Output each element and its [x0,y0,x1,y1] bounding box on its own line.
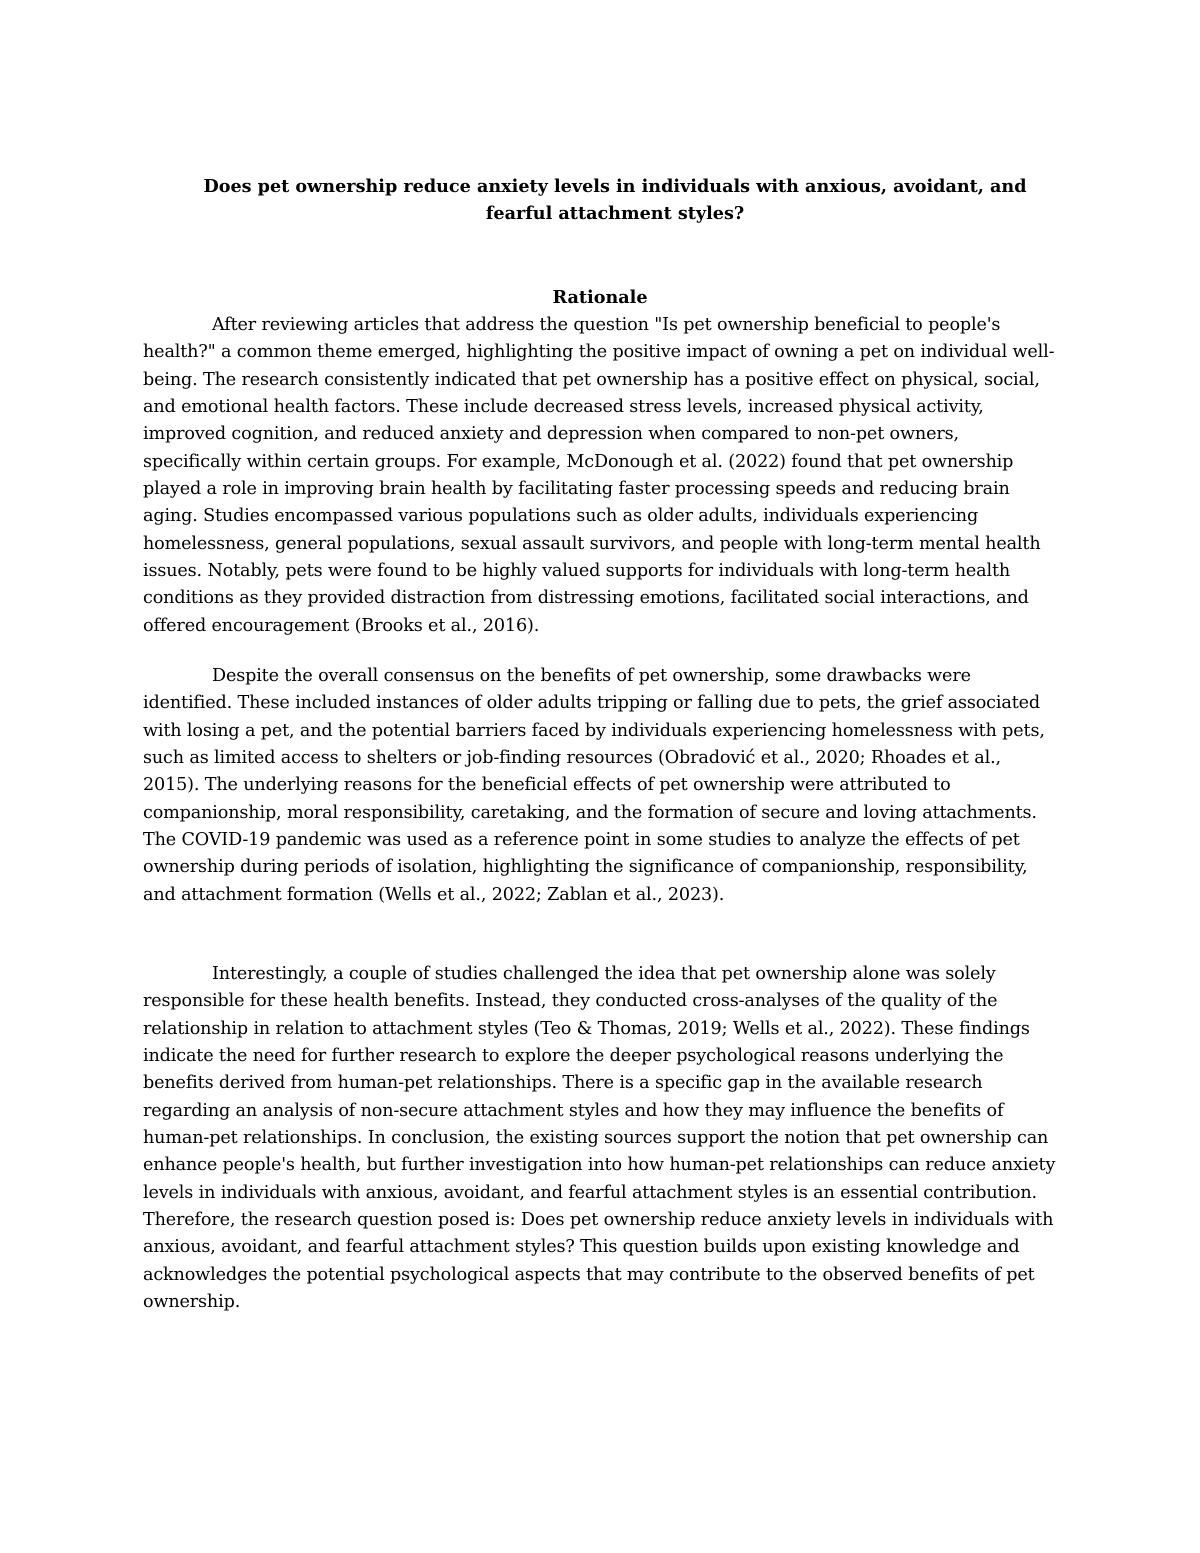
paragraph-3: Interestingly, a couple of studies challenged the idea that pet ownership alone was solely responsible for these health benefits. Instead, they conducted cross-analyses of the quality of the relationship in relation to attachment styles (Teo & Thomas, 2019; Wells et al., 2022). These findings indicate the need for further research to explore the deeper psychological reasons underlying the benefits derived from human-pet relationships. There is a specific gap in the available research regarding an analysis of non-secure attachment styles and how they may influence the benefits of human-pet relationships. In conclusion, the existing sources support the notion that pet ownership can enhance people's health, but further investigation into how human-pet relationships can reduce anxiety levels in individuals with anxious, avoidant, and fearful attachment styles is an essential contribution. Therefore, the research question posed is: Does pet ownership reduce anxiety levels in individuals with anxious, avoidant, and fearful attachment styles? This question builds upon existing knowledge and acknowledges the potential psychological aspects that may contribute to the observed benefits of pet ownership. [143,964,1056,1313]
paragraph-1: After reviewing articles that address the question "Is pet ownership beneficial to people's health?" a common theme emerged, highlighting the positive impact of owning a pet on individual well-being. The research consistently indicated that pet ownership has a positive effect on physical, social, and emotional health factors. These include decreased stress levels, increased physical activity, improved cognition, and reduced anxiety and depression when compared to non-pet owners, specifically within certain groups. For example, McDonough et al. (2022) found that pet ownership played a role in improving brain health by facilitating faster processing speeds and reducing brain aging. Studies encompassed various populations such as older adults, individuals experiencing homelessness, general populations, sexual assault survivors, and people with long-term mental health issues. Notably, pets were found to be highly valued supports for individuals with long-term health conditions as they provided distraction from distressing emotions, facilitated social interactions, and offered encouragement (Brooks et al., 2016). [143,315,1055,636]
paragraph-2: Despite the overall consensus on the benefits of pet ownership, some drawbacks were identified. These included instances of older adults tripping or falling due to pets, the grief associated with losing a pet, and the potential barriers faced by individuals experiencing homelessness with pets, such as limited access to shelters or job-finding resources (Obradović et al., 2020; Rhoades et al., 2015). The underlying reasons for the beneficial effects of pet ownership were attributed to companionship, moral responsibility, caretaking, and the formation of secure and loving attachments. The COVID-19 pandemic was used as a reference point in some studies to analyze the effects of pet ownership during periods of isolation, highlighting the significance of companionship, responsibility, and attachment formation (Wells et al., 2022; Zablan et al., 2023). [143,666,1045,905]
section-heading: Rationale [552,287,648,308]
document-title: Does pet ownership reduce anxiety levels in individuals with anxious, avoidant, and fearful attachment styles? [203,176,1027,224]
